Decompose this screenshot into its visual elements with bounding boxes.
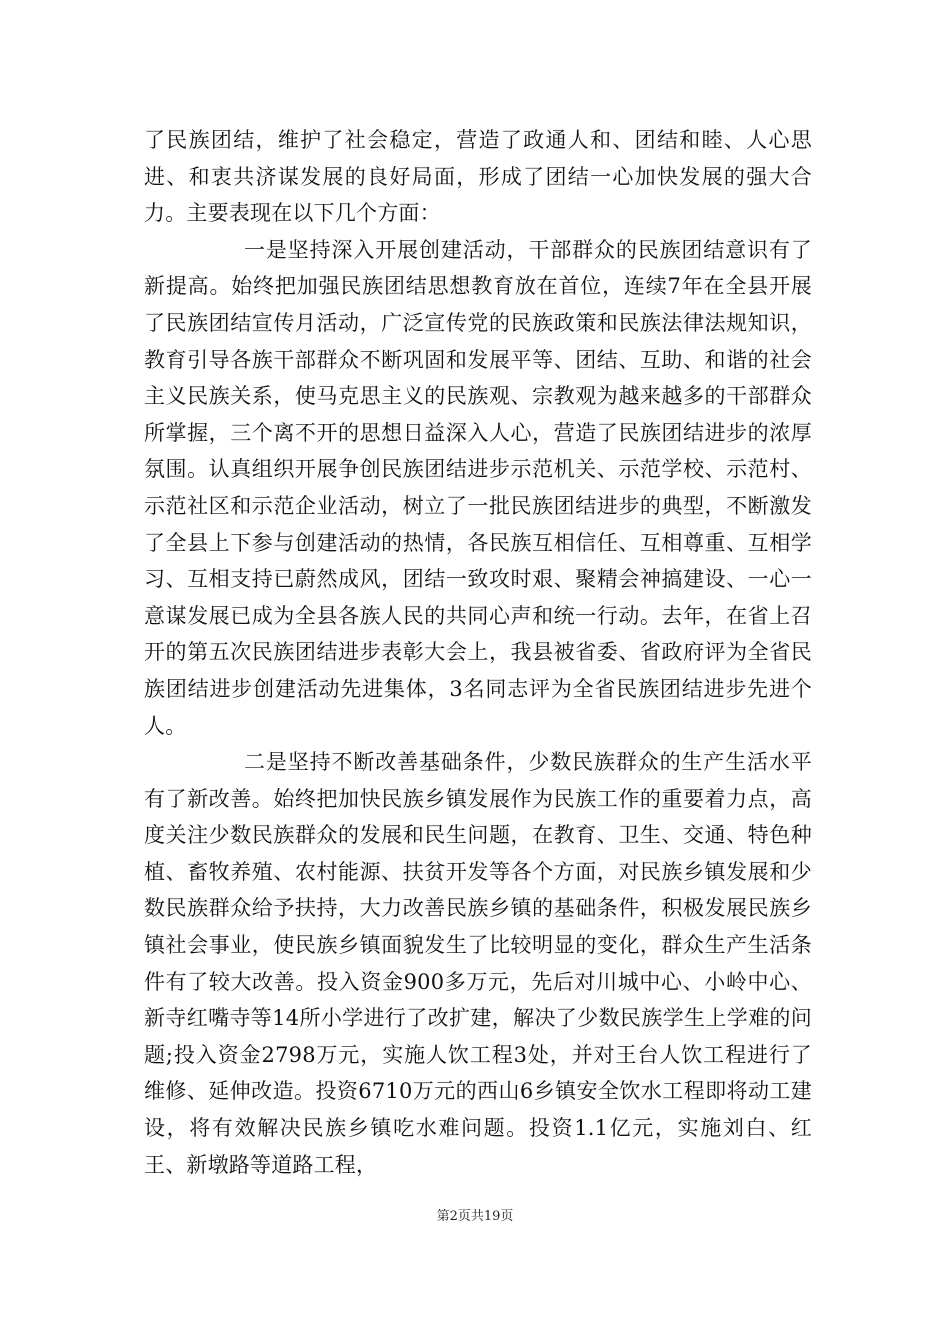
page-number-footer: 第2页共19页 bbox=[436, 1209, 514, 1224]
body-text bbox=[144, 122, 812, 1183]
paragraph-continuation: 了民族团结，维护了社会稳定，营造了政通人和、团结和睦、人心思进、和衷共济谋发展的良好局面，形成了团结一心加快发展的强大合力。主要表现在以下几个方面： bbox=[144, 128, 812, 226]
paragraph-one: 一是坚持深入开展创建活动，干部群众的民族团结意识有了新提高。始终把加强民族团结思想教育放在首位，连续7年在全县开展了民族团结宣传月活动，广泛宣传党的民族政策和民族法律法规知识，教育引导各族干部群众不断巩固和发展平等、团结、互助、和谐的社会主义民族关系，使马克思主义的民族观、宗教观为越来越多的干部群众所掌握，三个离不开的思想日益深入人心，营造了民族团结进步的浓厚氛围。认真组织开展争创民族团结进步示范机关、示范学校、示范村、示范社区和示范企业活动，树立了一批民族团结进步的典型，不断激发了全县上下参与创建活动的热情，各民族互相信任、互相尊重、互相学习、互相支持已蔚然成风，团结一致攻时艰、聚精会神搞建设、一心一意谋发展已成为全县各族人民的共同心声和统一行动。去年，在省上召开的第五次民族团结进步表彰大会上，我县被省委、省政府评为全省民族团结进步创建活动先进集体，3名同志评为全省民族团结进步先进个人。 bbox=[144, 237, 812, 738]
paragraph-two: 二是坚持不断改善基础条件，少数民族群众的生产生活水平有了新改善。始终把加快民族乡镇发展作为民族工作的重要着力点，高度关注少数民族群众的发展和民生问题，在教育、卫生、交通、特色种植、畜牧养殖、农村能源、扶贫开发等各个方面，对民族乡镇发展和少数民族群众给予扶持，大力改善民族乡镇的基础条件，积极发展民族乡镇社会事业，使民族乡镇面貌发生了比较明显的变化，群众生产生活条件有了较大改善。投入资金900多万元，先后对川城中心、小岭中心、新寺红嘴寺等14所小学进行了改扩建，解决了少数民族学生上学难的问题;投入资金2798万元，实施人饮工程3处，并对王台人饮工程进行了维修、延伸改造。投资6710万元的西山6乡镇安全饮水工程即将动工建设，将有效解决民族乡镇吃水难问题。投资1.1亿元，实施刘白、红王、新墩路等道路工程， bbox=[144, 750, 812, 1177]
